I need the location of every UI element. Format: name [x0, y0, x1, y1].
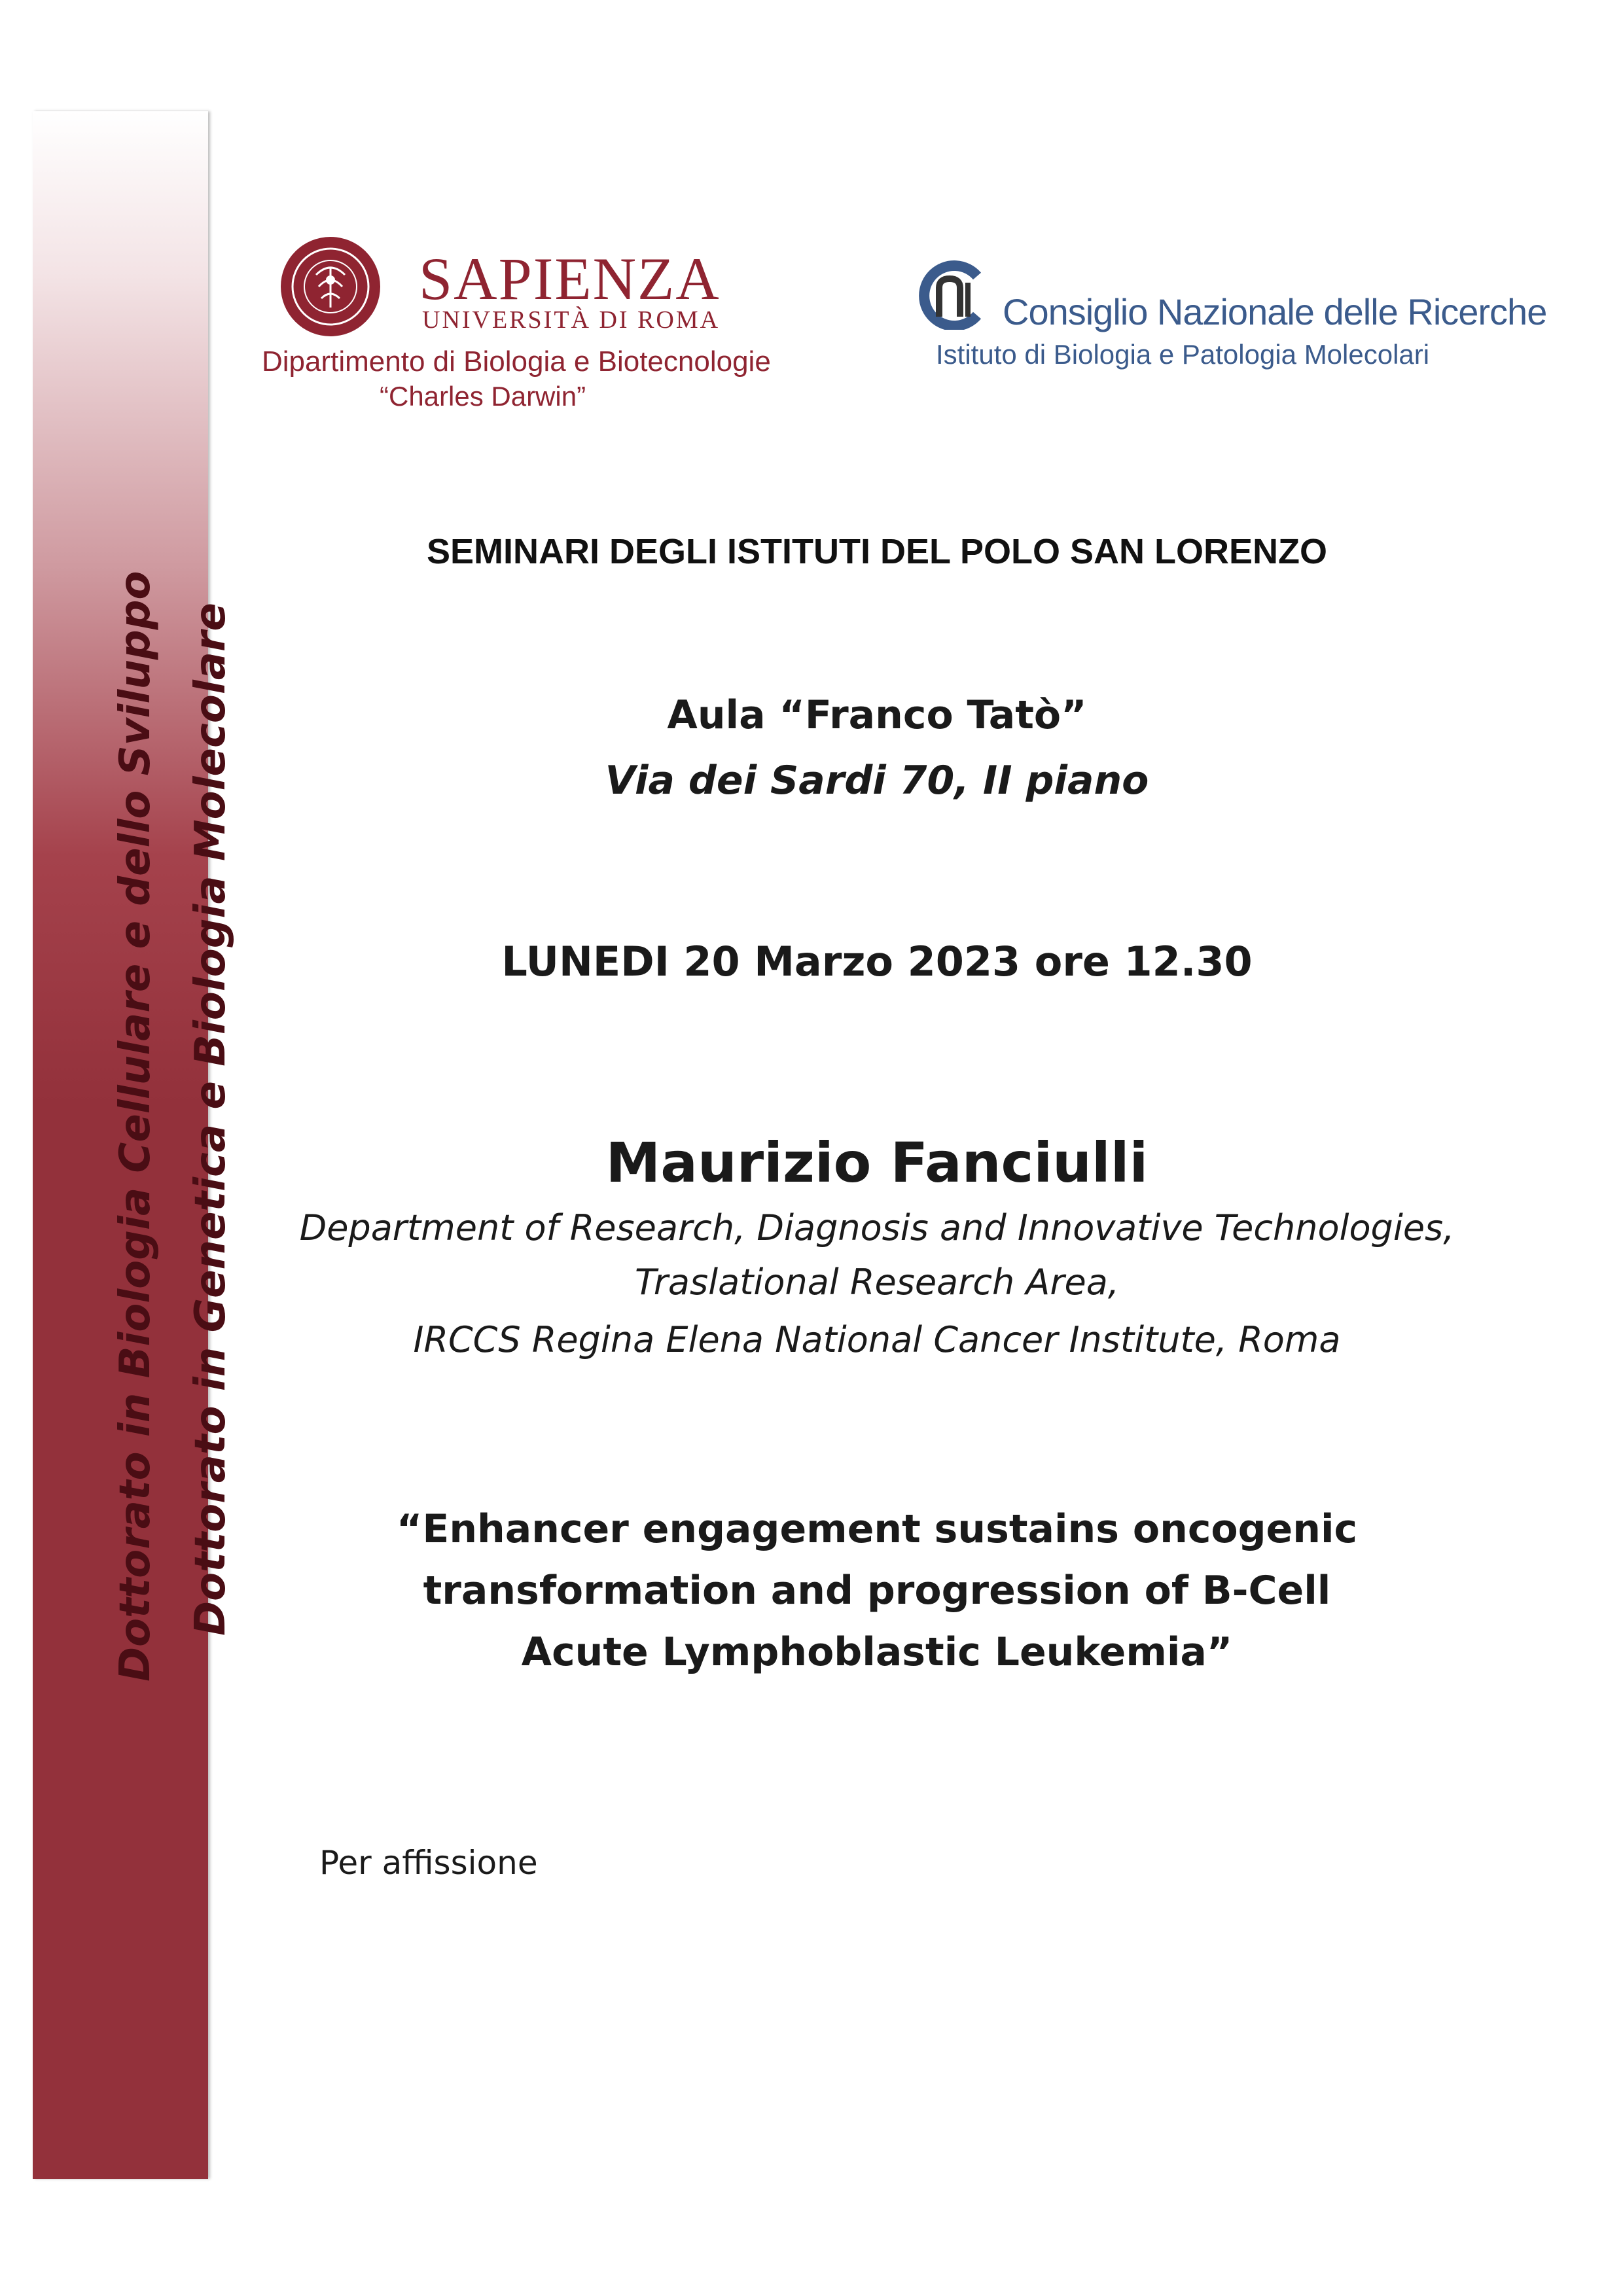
- sapienza-seal-icon: [278, 234, 383, 339]
- talk-title-line: “Enhancer engagement sustains oncogenic: [396, 1506, 1358, 1552]
- address: Via dei Sardi 70, II piano: [605, 758, 1149, 804]
- venue: Aula “Franco Tatò”: [667, 692, 1087, 738]
- seminar-series-title: SEMINARI DEGLI ISTITUTI DEL POLO SAN LORENZO: [426, 532, 1328, 571]
- posting-note: Per affissione: [319, 1844, 538, 1882]
- talk-title-line: Acute Lymphoblastic Leukemia”: [521, 1629, 1233, 1675]
- cnr-logo-icon: [913, 256, 985, 330]
- department-name: Dipartimento di Biologia e Biotecnologie: [262, 345, 771, 378]
- sapienza-name: SAPIENZA: [419, 245, 721, 312]
- cnr-institute: Istituto di Biologia e Patologia Molecolari: [936, 339, 1430, 370]
- department-dedication: “Charles Darwin”: [380, 381, 586, 412]
- speaker-name: Maurizio Fanciulli: [605, 1131, 1149, 1195]
- talk-title-line: transformation and progression of B-Cell: [423, 1568, 1331, 1614]
- speaker-affiliation-line: IRCCS Regina Elena National Cancer Institute, Roma: [413, 1319, 1341, 1360]
- side-band-text: [33, 111, 235, 2179]
- cnr-name: Consiglio Nazionale delle Ricerche: [1003, 291, 1547, 332]
- phd-program-1: Dottorato in Biologia Cellulare e dello Sviluppo: [111, 571, 160, 1682]
- phd-program-2: Dottorato in Genetica e Biologia Molecolare: [187, 603, 235, 1636]
- sapienza-subtitle: UNIVERSITÀ DI ROMA: [422, 306, 721, 334]
- speaker-affiliation-line: Department of Research, Diagnosis and Innovative Technologies,: [299, 1207, 1455, 1248]
- date-time: LUNEDI 20 Marzo 2023 ore 12.30: [501, 938, 1253, 985]
- speaker-affiliation-line: Traslational Research Area,: [634, 1262, 1120, 1303]
